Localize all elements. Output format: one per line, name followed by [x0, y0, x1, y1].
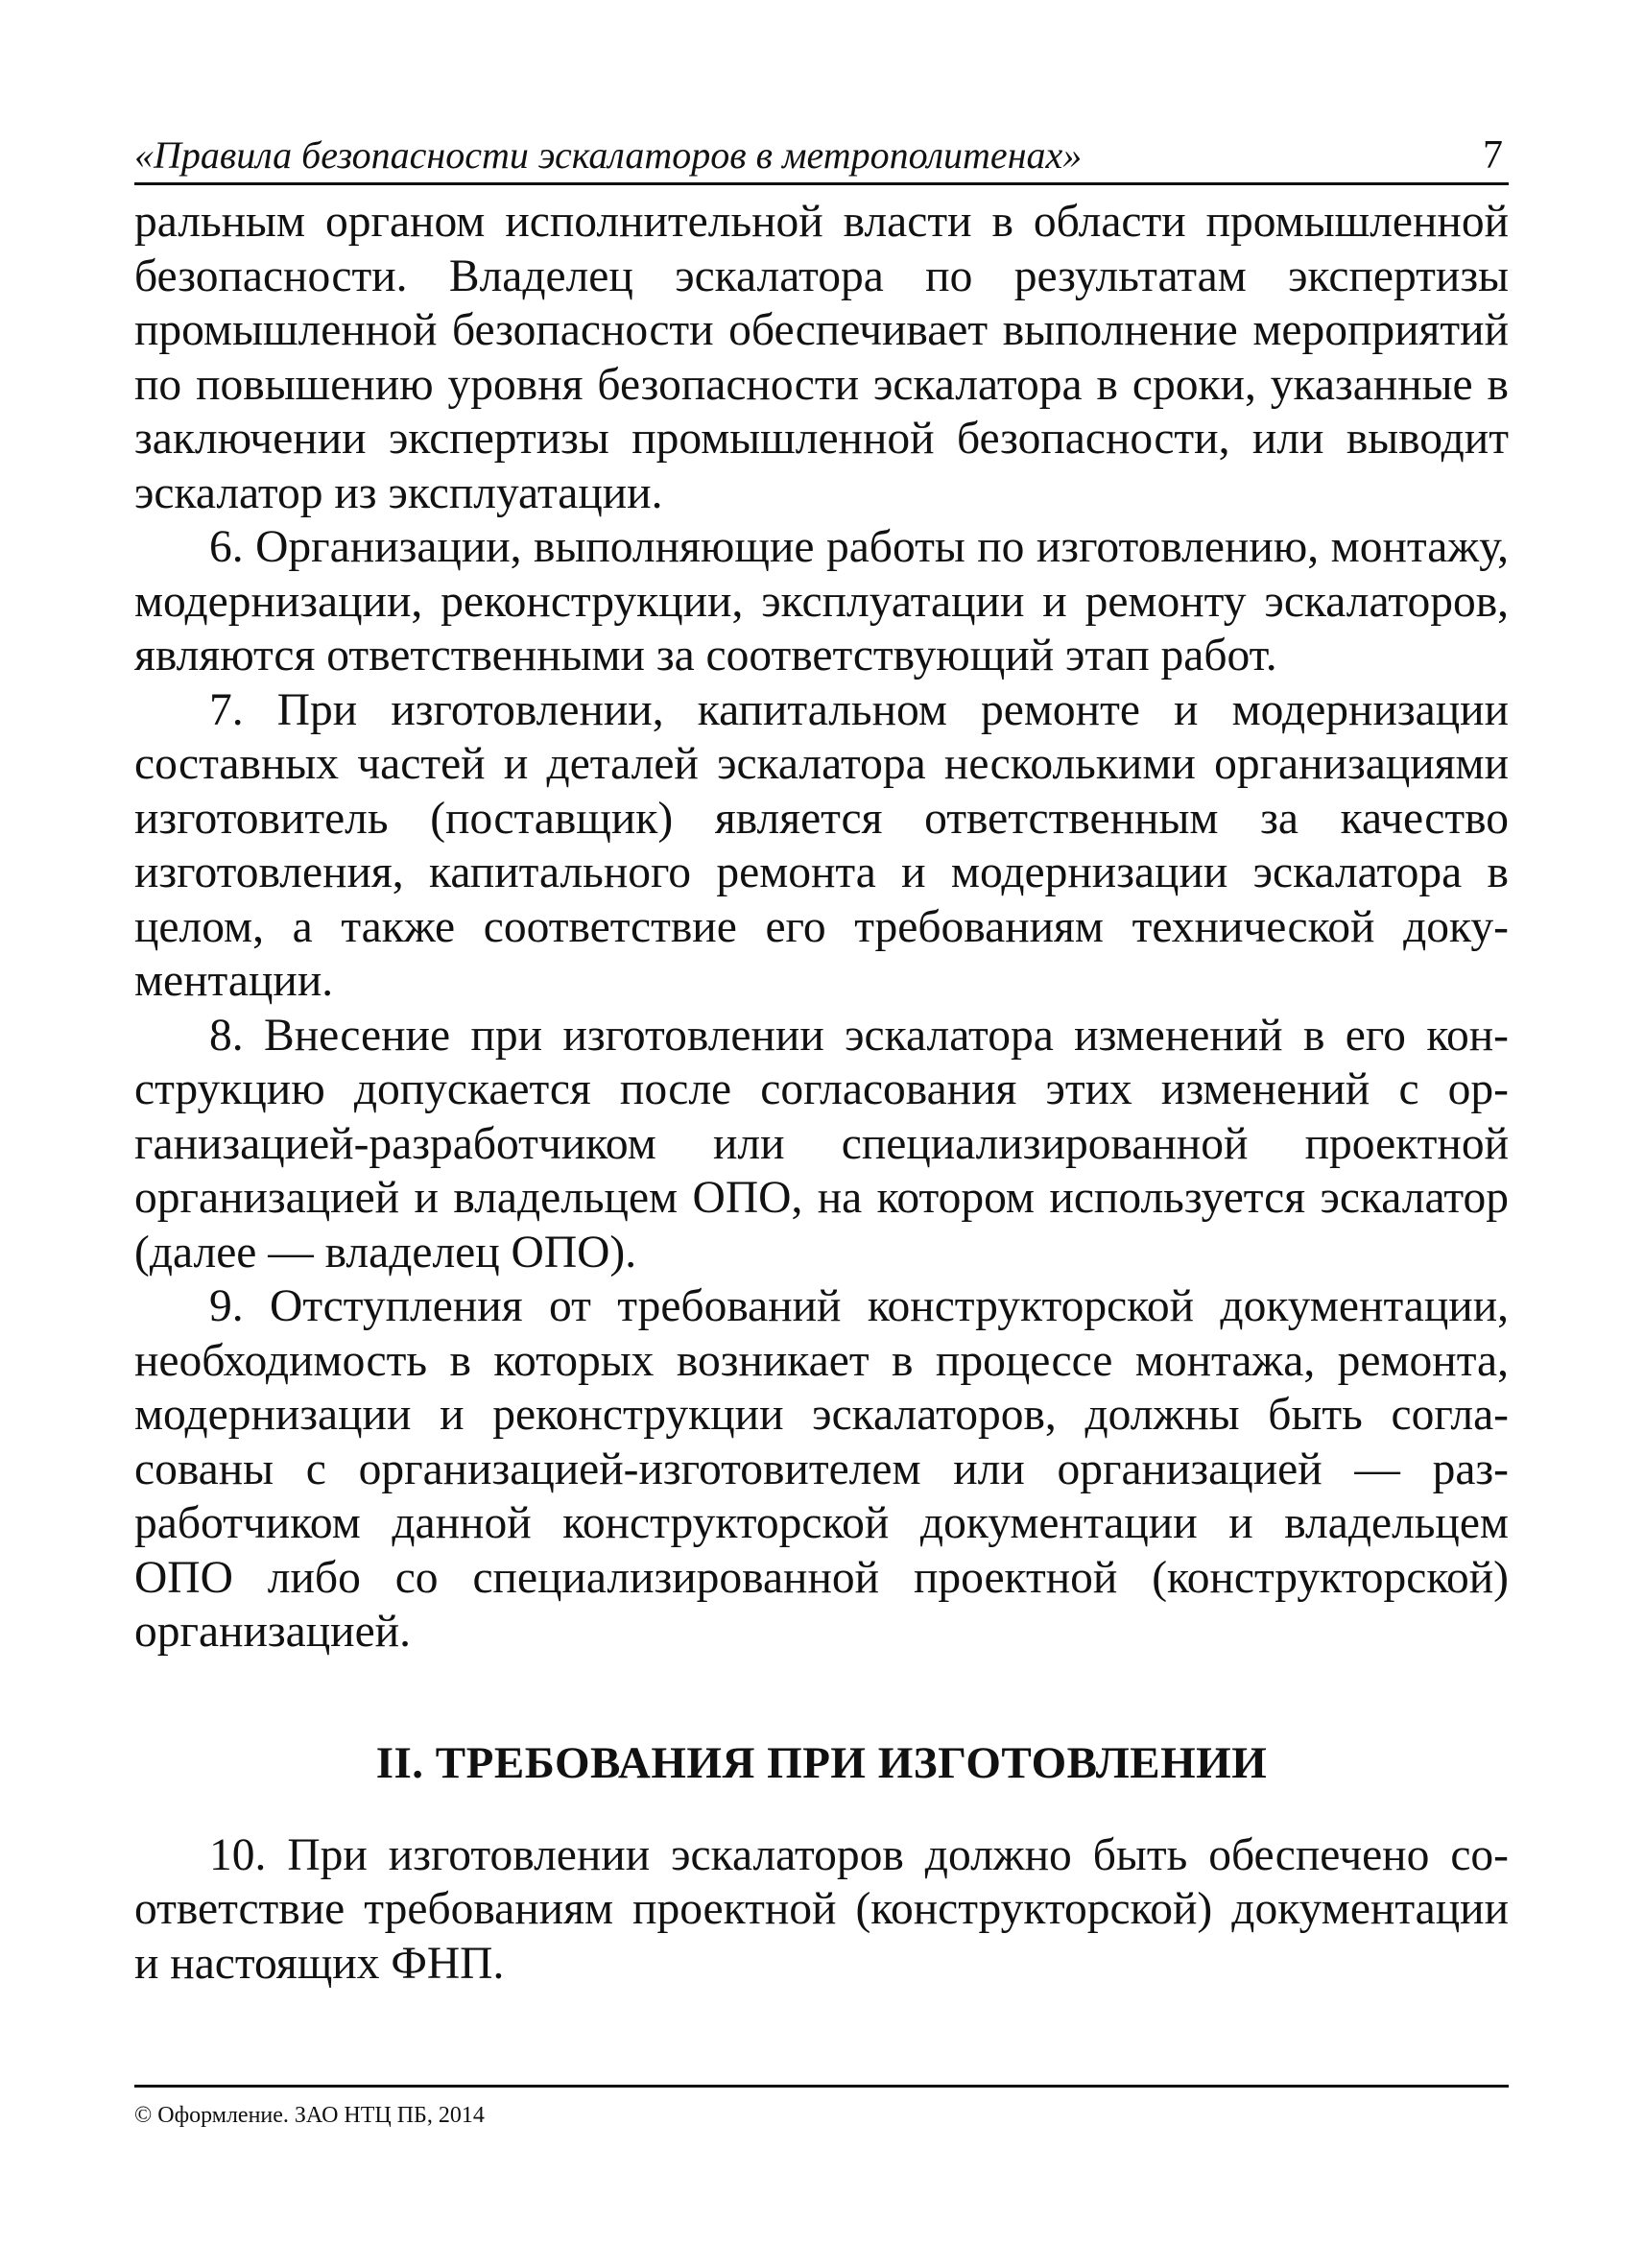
page-footer — [134, 2085, 1509, 2130]
paragraph-item-9: 9. Отступления от требований конструкторской документации, необходимость в которых возникает в процессе монтажа, ремонта, модернизации и реконструкции эскалаторов, должны быть согласованы с организацией-изготовителем или организацией — разработчиком данной конструкторской документации и владельцем ОПО либо со специализированной проектной (конструкторской) организацией. — [134, 1281, 1509, 1657]
running-header — [134, 125, 1509, 185]
paragraph-continuation: ральным органом исполнительной власти в области промышленной безопасности. Владелец эскалатора по результатам экспертизы промышленной безопасности обеспечивает выполнение мероприятий по повышению уровня безопасности эскалатора в сроки, указанные в заключении экспертизы промышленной безопасности, или выводит эскалатор из эксплуатации. — [134, 197, 1509, 518]
paragraph-item-8: 8. Внесение при изготовлении эскалатора изменений в его конструкцию допускается после согласования этих изменений с организацией-разработчиком или специализированной проектной организацией и владельцем ОПО, на котором используется эскалатор (далее — владелец ОПО). — [134, 1010, 1509, 1277]
running-title: «Правила безопасности эскалаторов в метрополитенах» — [134, 133, 1083, 177]
paragraph-item-10: 10. При изготовлении эскалаторов должно быть обеспечено соответствие требованиям проектной (конструкторской) документации и настоящих ФНП. — [134, 1829, 1509, 1989]
section-heading: II. ТРЕБОВАНИЯ ПРИ ИЗГОТОВЛЕНИИ — [375, 1737, 1268, 1788]
page-number: 7 — [1483, 133, 1503, 178]
paragraph-item-7: 7. При изготовлении, капитальном ремонте и модернизации составных частей и деталей эскалатора несколькими организациями изготовитель (поставщик) является ответственным за качество изготовления, капитального ремонта и модернизации эскалатора в целом, а также соответствие его требованиям технической документации. — [134, 684, 1509, 1006]
body-text — [134, 195, 1509, 1991]
copyright-notice: © Оформление. ЗАО НТЦ ПБ, 2014 — [134, 2103, 485, 2128]
paragraph-item-6: 6. Организации, выполняющие работы по изготовлению, монтажу, модернизации, реконструкции, эксплуатации и ремонту эскалаторов, являются ответственными за соответствующий этап работ. — [134, 522, 1509, 680]
document-page — [134, 125, 1509, 2160]
